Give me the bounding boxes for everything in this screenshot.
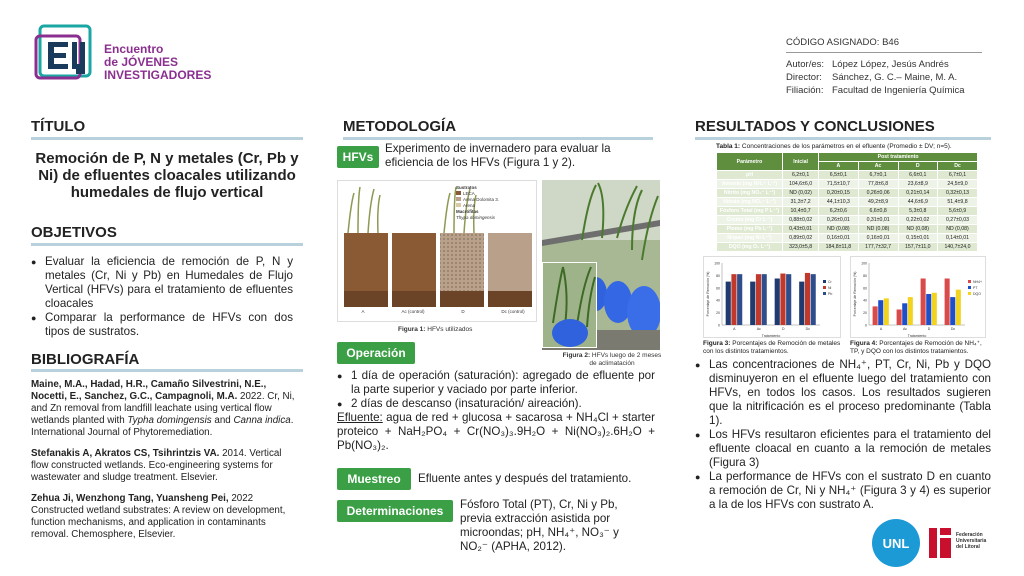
objectives-list (31, 255, 293, 339)
bar (762, 274, 767, 325)
metodologia-rule (343, 137, 653, 140)
bar (921, 279, 926, 326)
event-logo (34, 22, 96, 82)
determinaciones-text: Fósforo Total (PT), Cr, Ni y Pb, previa extracción asistida por microondas; pH, NH₄⁺, NO₃⁻ y NO₂⁻ (APHA, 2012). (460, 498, 619, 553)
table-row-label: Cromo (mg Cr L⁻¹) (717, 216, 783, 225)
table-cell: ND (0,08) (819, 225, 858, 234)
conclusion-3: ● La performance de HFVs con el sustrato D en cuanto a remoción de Cr, Ni y NH₄⁺ (Figura 3 y 4) es superior a la de los HFVs con sustrato A. (695, 470, 991, 512)
event-name: Encuentro de JÓVENES INVESTIGADORES (104, 42, 212, 82)
table-row-label: Fósforo Total (mg P L⁻¹) (717, 207, 783, 216)
resultados-rule (695, 137, 991, 140)
x-axis-label: Tratamiento (761, 334, 781, 338)
legend-swatch (823, 292, 826, 295)
x-tick-label: Ac (902, 327, 908, 331)
y-tick-label: 100 (861, 261, 867, 266)
table-cell: 0,16±0,01 (858, 234, 898, 243)
y-tick-label: 80 (863, 273, 867, 278)
bar (775, 279, 780, 326)
poster-title: Remoción de P, N y metales (Cr, Pb y Ni) de efluentes cloacales utilizando humedales de flujo vertical (35, 150, 299, 201)
table-cell: 0,16±0,01 (819, 234, 858, 243)
table-cell: 0,27±0,03 (938, 216, 978, 225)
figure-1-labels: A Ac (control) D Dc (control) (361, 309, 525, 314)
table-cell: 0,14±0,01 (938, 234, 978, 243)
table-cell: 49,2±8,9 (858, 198, 898, 207)
table-cell: 71,5±10,7 (819, 180, 858, 189)
table-cell: 6,7±0,1 (938, 171, 978, 180)
table-cell: 323,0±5,8 (783, 243, 819, 252)
conclusions (695, 358, 991, 512)
y-tick-label: 60 (716, 286, 720, 291)
bibliografia-heading: BIBLIOGRAFÍA (31, 351, 140, 368)
figure-4-caption: Figura 4: Porcentajes de Remoción de NH₄⁺, TP, y DQO con los distintos tratamientos. (850, 340, 982, 355)
reference-1: Maine, M.A., Hadad, H.R., Camaño Silvestrini, N.E., Nocetti, E., Sanchez, G.C., Campagnoli, M.A. 2022. Cr, Ni, and Zn removal from landfill leachate using vertical flow wetlands planted with Typha domingensis and Canna indica. International Journal of Phytoremediation. (31, 379, 295, 438)
federacion-logo: Federación Universitaria del Litoral (926, 522, 996, 564)
bar (884, 298, 889, 325)
table-cell: 10,4±0,7 (783, 207, 819, 216)
table-row-label: Plomo (mg Pb L⁻¹) (717, 225, 783, 234)
legend-label: Pb (828, 292, 833, 296)
references (31, 379, 301, 541)
bar (737, 274, 742, 325)
figure-2-caption: Figura 2: HFVs luego de 2 meses de aclimatación (562, 352, 662, 367)
y-axis-label: Porcentaje de Remoción (%) (706, 271, 710, 317)
x-tick-label: Dc (950, 327, 956, 331)
determinaciones-tag: Determinaciones (337, 500, 453, 522)
y-tick-label: 100 (714, 261, 720, 266)
conclusion-1: ● Las concentraciones de NH₄⁺, PT, Cr, Ni, Pb y DQO disminuyeron en el efluente luego del tratamiento con HFVs, en todos los casos. Los resultados sugieren que la nitrificación es el proceso predominante (Tabla 1). (695, 358, 991, 428)
conclusion-2: ● Los HFVs resultaron eficientes para el tratamiento del efluente cloacal en cuanto a la remoción de metales (Figura 3) (695, 428, 991, 470)
director: Sánchez, G. C.– Maine, M. A. (832, 72, 958, 83)
table-cell: 31,3±7,2 (783, 198, 819, 207)
bar (902, 303, 907, 325)
column-ac (392, 233, 436, 307)
titulo-rule (31, 137, 303, 140)
table-cell: 0,20±0,15 (819, 189, 858, 198)
table-cell: 5,3±0,8 (898, 207, 937, 216)
bar (799, 282, 804, 325)
operacion-tag: Operación (337, 342, 415, 364)
table-cell: 6,7±0,1 (858, 171, 898, 180)
bibliografia-rule (31, 369, 303, 372)
authors: López López, Jesús Andrés (832, 59, 949, 70)
table-row (717, 189, 978, 198)
column-dc (488, 233, 532, 307)
muestreo-text: Efluente antes y después del tratamiento. (418, 472, 632, 485)
table-cell: ND (0,08) (858, 225, 898, 234)
muestreo-tag: Muestreo (337, 468, 411, 490)
legend-label: Ni (828, 286, 832, 290)
table-row-label: Amonio (mg NH₄⁺ L⁻¹) (717, 180, 783, 189)
figure-2-photo-small (542, 262, 597, 348)
objetivos-heading: OBJETIVOS (31, 224, 117, 241)
x-tick-label: A (733, 327, 736, 331)
y-tick-label: 20 (716, 311, 720, 316)
unl-logo: UNL (872, 519, 920, 567)
table-row-label: pH (717, 171, 783, 180)
y-tick-label: 40 (863, 298, 867, 303)
reference-2: Stefanakis A, Akratos CS, Tsihrintzis VA. 2014. Vertical flow constructed wetlands. Eco-engineering systems for wastewater and sludge treatment. Elsevier. (31, 448, 282, 483)
table-cell: 104,6±6,0 (783, 180, 819, 189)
operation-step-2: ● 2 días de descanso (insaturación/ aireación). (337, 397, 655, 411)
y-tick-label: 0 (718, 323, 720, 328)
table-cell: 157,7±11,0 (898, 243, 937, 252)
bar (945, 279, 950, 326)
resultados-heading: RESULTADOS Y CONCLUSIONES (695, 118, 935, 135)
bar (956, 290, 961, 325)
y-tick-label: 20 (863, 311, 867, 316)
legend-swatch (968, 292, 971, 295)
table-cell: 6,2±0,1 (783, 171, 819, 180)
bar (878, 300, 883, 325)
efluente-composition: Efluente: agua de red + glucosa + sacarosa + NH₄Cl + starter proteico + NaH₂PO₄ + Cr(NO₃)₃.9H₂O + Ni(NO₃)₂.6H₂O + Pb(NO₃)₂. (337, 411, 655, 452)
legend-swatch (823, 286, 826, 289)
hfvs-tag: HFVs (337, 146, 379, 168)
table-cell: 44,1±10,3 (819, 198, 858, 207)
table-row-label: DQO (mg O₂ L⁻¹) (717, 243, 783, 252)
x-tick-label: D (781, 327, 785, 331)
table-cell: ND (0,08) (938, 225, 978, 234)
legend-label: NH4+ (973, 280, 983, 284)
legend-label: DQO (973, 292, 981, 296)
table-cell: ND (0,02) (783, 189, 819, 198)
table-cell: 0,26±0,06 (858, 189, 898, 198)
table-cell: 44,6±6,9 (898, 198, 937, 207)
table-cell: 77,8±6,8 (858, 180, 898, 189)
author-block (786, 58, 965, 97)
objective-2: ● Comparar la performance de HFVs con dos tipos de sustratos. (31, 311, 293, 339)
bar (756, 274, 761, 325)
figure-3-caption: Figura 3: Porcentajes de Remoción de metales con los distintos tratamientos. (703, 340, 841, 355)
x-tick-label: D (927, 327, 931, 331)
table-row (717, 171, 978, 180)
code-underline (786, 52, 982, 53)
table-cell: 5,6±0,9 (938, 207, 978, 216)
table-cell: 0,21±0,14 (898, 189, 937, 198)
table-cell: 23,6±8,9 (898, 180, 937, 189)
table-cell: 184,8±11,8 (819, 243, 858, 252)
table-cell: 140,7±24,0 (938, 243, 978, 252)
objetivos-rule (31, 243, 303, 246)
figure-3-chart (703, 256, 841, 338)
y-tick-label: 0 (865, 323, 867, 328)
affiliation: Facultad de Ingeniería Química (832, 85, 965, 96)
operacion-text (337, 369, 655, 453)
figure-1-diagram (337, 180, 537, 322)
bar (780, 274, 785, 325)
titulo-heading: TÍTULO (31, 118, 86, 135)
objective-1: ● Evaluar la eficiencia de remoción de P, N y metales (Cr, Ni y Pb) en Humedales de Flujo Vertical (HFVs) para el tratamiento de efluentes cloacales (31, 255, 293, 311)
x-tick-label: Ac (756, 327, 761, 331)
bar (950, 297, 955, 325)
table-cell: 51,4±9,8 (938, 198, 978, 207)
affiliation-label: Filiación: (786, 85, 824, 96)
y-tick-label: 60 (863, 286, 867, 291)
table-cell: 177,7±32,7 (858, 243, 898, 252)
y-tick-label: 80 (716, 273, 720, 278)
bar (873, 306, 878, 325)
legend-swatch (968, 280, 971, 283)
hfvs-text: Experimento de invernadero para evaluar la eficiencia de los HFVs (Figura 1 y 2). (385, 142, 611, 169)
table-row (717, 207, 978, 216)
table-1: Parámetro Inicial Post tratamiento A Ac D Dc pH 6,2±0,1 6,5±0,1 6,7±0,1 6,6±0,1 6,7±0,1 Amonio (mg NH₄⁺ L⁻¹) 104,6±6,0 71,5±10,7 77,8±6,8 23,6±8,9 24,5±9,0 Nitrito (mg NO₂⁻ L⁻¹) ND (0,02) 0,20±0,15 0,26±0,06 0,21±0,14 0,32±0,13 Nitrato (mg NO₃⁻ L⁻¹) 31,3±7,2 44,1±10,3 49,2±8,9 44,6±6,9 51,4±9,8 Fósforo Total (mg P L⁻¹) 10,4±0,7 6,2±0,6 6,6±0,8 5,3±0,8 5,6±0,9 Cromo (mg Cr L⁻¹) 0,88±0,02 0,26±0,01 0,31±0,01 0,22±0,02 0,27±0,03 Plomo (mg Pb L⁻¹) 0,43±0,01 ND (0,08) ND (0,08) ND (0,08) ND (0,08) Níquel (mg Ni L⁻¹) 0,89±0,02 0,16±0,01 0,16±0,01 0,15±0,01 0,14±0,01 DQO (mg O₂ L⁻¹) 323,0±5,8 184,8±11,8 177,7±32,7 157,7±11,0 140,7±24,0 (716, 152, 978, 252)
table-cell: 0,31±0,01 (858, 216, 898, 225)
bar (932, 293, 937, 325)
table-cell: 0,26±0,01 (819, 216, 858, 225)
operation-step-1: ● 1 día de operación (saturación): agregado de efluente por la parte superior y vaciado por parte inferior. (337, 369, 655, 397)
table-row (717, 198, 978, 207)
table-cell: 0,89±0,02 (783, 234, 819, 243)
table-row (717, 216, 978, 225)
figure-1-legend: Sustratos LECA Arena Dolomita 3. Arena Macrófitas Thypa domingensis (456, 185, 500, 220)
table-row-label: Nitrito (mg NO₂⁻ L⁻¹) (717, 189, 783, 198)
bar (897, 310, 902, 326)
table-row (717, 225, 978, 234)
figure-1-caption: Figura 1: HFVs utilizados (398, 326, 473, 333)
authors-label: Autor/es: (786, 59, 825, 70)
table-1-caption: Tabla 1: Concentraciones de los parámetros en el efluente (Promedio ± DV; n=5). (716, 143, 952, 150)
bar (908, 297, 913, 325)
table-cell: 0,15±0,01 (898, 234, 937, 243)
bar (811, 274, 816, 325)
table-cell: 6,6±0,8 (858, 207, 898, 216)
table-cell: 0,43±0,01 (783, 225, 819, 234)
table-cell: 6,5±0,1 (819, 171, 858, 180)
reference-3: Zehua Ji, Wenzhong Tang, Yuansheng Pei, 2022 Constructed wetland substrates: A review on development, function mechanisms, and application in contaminants removal. Chemosphere, Elsevier. (31, 493, 286, 540)
metodologia-heading: METODOLOGÍA (343, 118, 457, 135)
table-cell: ND (0,08) (898, 225, 937, 234)
table-cell: 0,32±0,13 (938, 189, 978, 198)
table-row (717, 180, 978, 189)
table-cell: 6,6±0,1 (898, 171, 937, 180)
legend-label: PT (973, 286, 978, 290)
table-row-label: Níquel (mg Ni L⁻¹) (717, 234, 783, 243)
table-row-label: Nitrato (mg NO₃⁻ L⁻¹) (717, 198, 783, 207)
figure-4-chart (850, 256, 986, 338)
legend-swatch (823, 280, 826, 283)
bar (805, 273, 810, 325)
table-cell: 0,22±0,02 (898, 216, 937, 225)
bar (786, 274, 791, 325)
bar (926, 294, 931, 325)
column-a (344, 187, 388, 307)
bar (731, 274, 736, 325)
table-cell: 24,5±9,0 (938, 180, 978, 189)
y-axis-label: Porcentaje de Remoción (%) (853, 271, 857, 317)
table-row (717, 234, 978, 243)
y-tick-label: 40 (716, 298, 720, 303)
table-row (717, 243, 978, 252)
table-cell: 0,88±0,02 (783, 216, 819, 225)
x-tick-label: A (879, 327, 883, 331)
x-tick-label: Dc (805, 327, 810, 331)
bar (726, 282, 731, 325)
director-label: Director: (786, 72, 822, 83)
x-axis-label: Tratamiento (907, 334, 927, 338)
legend-label: Cr (828, 280, 832, 284)
legend-swatch (968, 286, 971, 289)
table-cell: 6,2±0,6 (819, 207, 858, 216)
bar (750, 282, 755, 325)
assigned-code: CÓDIGO ASIGNADO: B46 (786, 37, 899, 48)
